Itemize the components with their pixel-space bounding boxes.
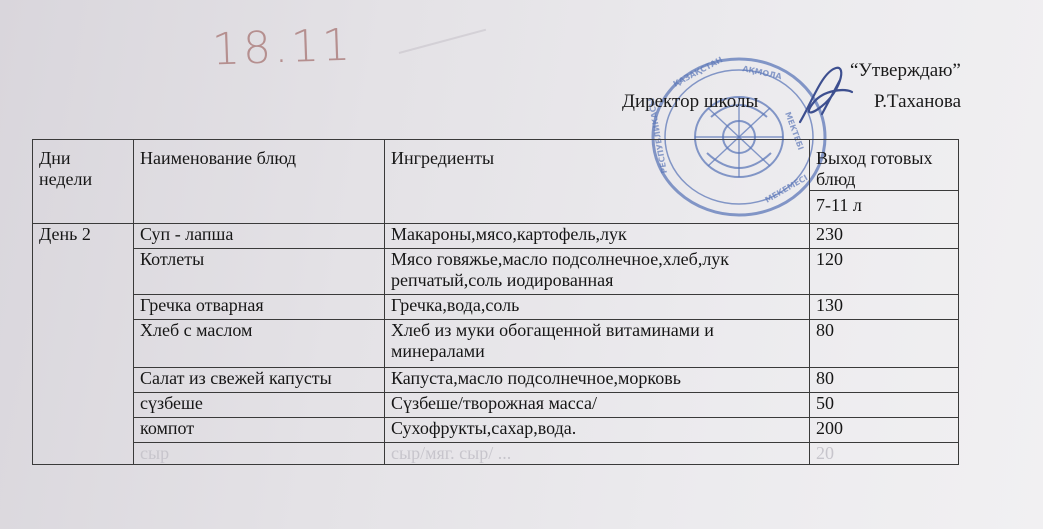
dish-output: 80 xyxy=(810,320,959,368)
dish-name: Салат из свежей капусты xyxy=(134,368,385,393)
director-position: Директор школы xyxy=(622,91,759,112)
dish-name: сүзбеше xyxy=(134,393,385,418)
day-label: День 2 xyxy=(33,224,134,465)
dish-name: Хлеб с маслом xyxy=(134,320,385,368)
svg-text:РЕСПУБЛИКАСЫ: РЕСПУБЛИКАСЫ xyxy=(647,97,669,175)
svg-text:МЕКТЕБІ: МЕКТЕБІ xyxy=(783,110,806,152)
header-dish: Наименование блюд xyxy=(134,140,385,224)
dish-ingredients: Сухофрукты,сахар,вода. xyxy=(385,418,810,443)
table-row xyxy=(33,393,959,418)
dish-ingredients: сыр/мяг. сыр/ ... xyxy=(385,443,810,465)
dish-name: компот xyxy=(134,418,385,443)
dish-name: Гречка отварная xyxy=(134,295,385,320)
svg-text:ҚАЗАҚСТАН: ҚАЗАҚСТАН xyxy=(671,55,725,89)
dish-output: 200 xyxy=(810,418,959,443)
dish-name: Котлеты xyxy=(134,249,385,295)
table-row xyxy=(33,224,959,249)
menu-table xyxy=(32,139,959,465)
dish-output: 230 xyxy=(810,224,959,249)
dish-output: 80 xyxy=(810,368,959,393)
svg-text:МЕКЕМЕСІ: МЕКЕМЕСІ xyxy=(763,173,810,205)
dish-ingredients: Капуста,масло подсолнечное,морковь xyxy=(385,368,810,393)
dish-ingredients: Мясо говяжье,масло подсолнечное,хлеб,лук репчатый,соль иодированная xyxy=(385,249,810,295)
dish-name: сыр xyxy=(134,443,385,465)
dish-output: 120 xyxy=(810,249,959,295)
dish-name: Суп - лапша xyxy=(134,224,385,249)
header-output-sub: 7-11 л xyxy=(810,191,959,224)
table-row xyxy=(33,320,959,368)
handwritten-date: 18.11 xyxy=(211,19,354,76)
table-row xyxy=(33,295,959,320)
header-day: Дни недели xyxy=(33,140,134,224)
dish-output: 20 xyxy=(810,443,959,465)
dish-output: 50 xyxy=(810,393,959,418)
table-row xyxy=(33,249,959,295)
faint-pencil-mark xyxy=(399,29,492,74)
table-header-row xyxy=(33,140,959,191)
header-output: Выход готовых блюд xyxy=(810,140,959,191)
svg-text:АҚМОЛА: АҚМОЛА xyxy=(741,64,783,82)
table-row xyxy=(33,368,959,393)
approval-heading: “Утверждаю” xyxy=(850,60,961,81)
dish-output: 130 xyxy=(810,295,959,320)
table-row-faded xyxy=(33,443,959,465)
director-name: Р.Таханова xyxy=(874,91,962,112)
dish-ingredients: Сүзбеше/творожная масса/ xyxy=(385,393,810,418)
header-ingredients: Ингредиенты xyxy=(385,140,810,224)
table-row xyxy=(33,418,959,443)
dish-ingredients: Гречка,вода,соль xyxy=(385,295,810,320)
dish-ingredients: Макароны,мясо,картофель,лук xyxy=(385,224,810,249)
dish-ingredients: Хлеб из муки обогащенной витаминами и минералами xyxy=(385,320,810,368)
